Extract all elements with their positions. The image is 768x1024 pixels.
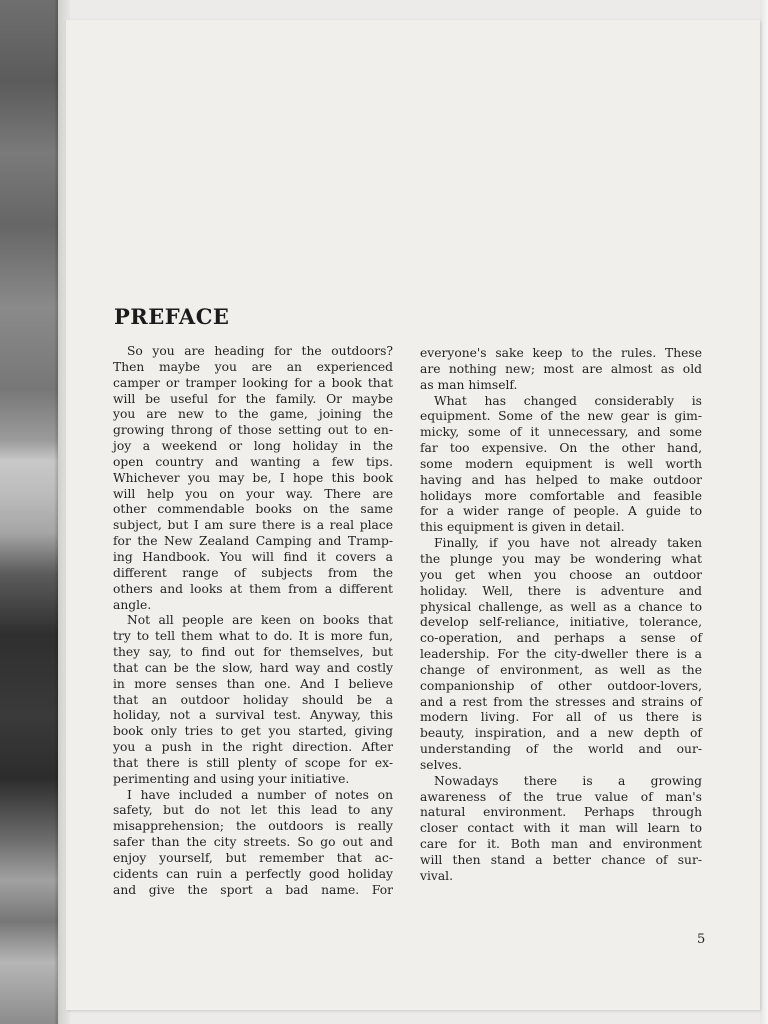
text-line: vival. [420,868,453,883]
text-line: that an outdoor holiday should be a [113,692,393,707]
text-line: physical challenge, as well as a chance to [420,599,702,614]
text-line: open country and wanting a few tips. [113,454,393,469]
text-line: that there is still plenty of scope for ex- [113,755,393,770]
text-line: micky, some of it unnecessary, and some [420,425,702,440]
text-line: holiday. Well, there is adventure and [420,583,702,598]
text-line: you get when you choose an outdoor [420,567,702,582]
text-line: will then stand a better chance of sur- [420,853,702,867]
text-line: safer than the city streets. So go out and [113,835,393,850]
text-line: are nothing new; most are almost as old [420,361,702,376]
text-line: perimenting and using your initiative. [113,771,350,786]
text-line: they say, to find out for themselves, but [113,645,393,660]
text-line: will be useful for the family. Or maybe [113,391,393,406]
text-line: for the New Zealand Camping and Tramp- [113,534,393,549]
text-line: try to tell them what to do. It is more fun, [113,629,393,644]
page-number: 5 [697,932,706,947]
text-line: angle. [113,597,152,612]
text-line: you are new to the game, joining the [113,407,393,422]
page-title: PREFACE [114,304,230,329]
text-line: selves. [420,757,462,772]
text-line: others and looks at them from a different [113,581,393,596]
text-line: and give the sport a bad name. For [113,882,393,897]
text-line: and a rest from the stresses and strains of [420,694,702,709]
text-line: growing throng of those setting out to en- [113,423,393,438]
text-line: in more senses than one. And I believe [113,676,393,691]
text-line: other commendable books on the same [113,502,393,517]
text-line: I have included a number of notes on [127,787,393,802]
text-line: subject, but I am sure there is a real place [113,518,393,533]
text-line: safety, but do not let this lead to any [113,803,393,818]
text-line: that can be the slow, hard way and costly [113,660,393,675]
text-line: beauty, inspiration, and a new depth of [420,726,702,741]
text-line: change of environment, as well as the [420,662,702,677]
text-line: holidays more comfortable and feasible [420,488,702,503]
text-line: you a push in the right direction. After [113,740,393,755]
text-line: develop self-reliance, initiative, tolerance, [420,615,702,630]
text-line: cidents can ruin a perfectly good holiday [113,866,393,881]
page-edge [760,0,768,1024]
text-line: for a wider range of people. A guide to [420,504,702,519]
text-line: far too expensive. On the other hand, [420,441,702,456]
text-line: enjoy yourself, but remember that ac- [113,851,393,865]
text-line: co-operation, and perhaps a sense of [420,631,702,646]
text-line: misapprehension; the outdoors is really [113,819,393,834]
text-line: Nowadays there is a growing [434,773,702,788]
text-line: care for it. Both man and environment [420,837,702,852]
text-line: natural environment. Perhaps through [420,805,702,820]
text-line: awareness of the true value of man's [420,789,702,804]
text-line: Then maybe you are an experienced [113,359,393,374]
text-line: holiday, not a survival test. Anyway, this [113,708,393,723]
text-line: companionship of other outdoor-lovers, [420,678,702,693]
text-line: the plunge you may be wondering what [420,551,702,566]
text-line: modern living. For all of us there is [420,710,702,725]
text-column-right [420,346,702,885]
text-line: as man himself. [420,377,518,392]
text-line: So you are heading for the outdoors? [127,344,393,358]
text-line: What has changed considerably is [434,393,702,408]
text-line: some modern equipment is well worth [420,456,702,471]
text-column-left [113,344,393,899]
text-line: closer contact with it man will learn to [420,821,702,836]
text-line: leadership. For the city-dweller there is a [420,647,702,662]
text-line: Whichever you may be, I hope this book [113,470,393,485]
text-line: ing Handbook. You will find it covers a [113,549,393,564]
text-line: Finally, if you have not already taken [434,536,702,551]
text-line: understanding of the world and our- [420,742,702,757]
text-line: this equipment is given in detail. [420,520,625,535]
text-line: book only tries to get you started, giving [113,724,393,739]
text-line: Not all people are keen on books that [127,613,393,628]
text-line: joy a weekend or long holiday in the [113,439,393,454]
text-line: everyone's sake keep to the rules. These [420,346,702,360]
text-line: will help you on your way. There are [113,486,393,501]
text-line: camper or tramper looking for a book that [113,375,393,390]
text-line: having and has helped to make outdoor [420,472,702,487]
text-line: different range of subjects from the [113,565,393,580]
text-line: equipment. Some of the new gear is gim- [420,409,702,424]
facing-page-photo [0,0,62,1024]
